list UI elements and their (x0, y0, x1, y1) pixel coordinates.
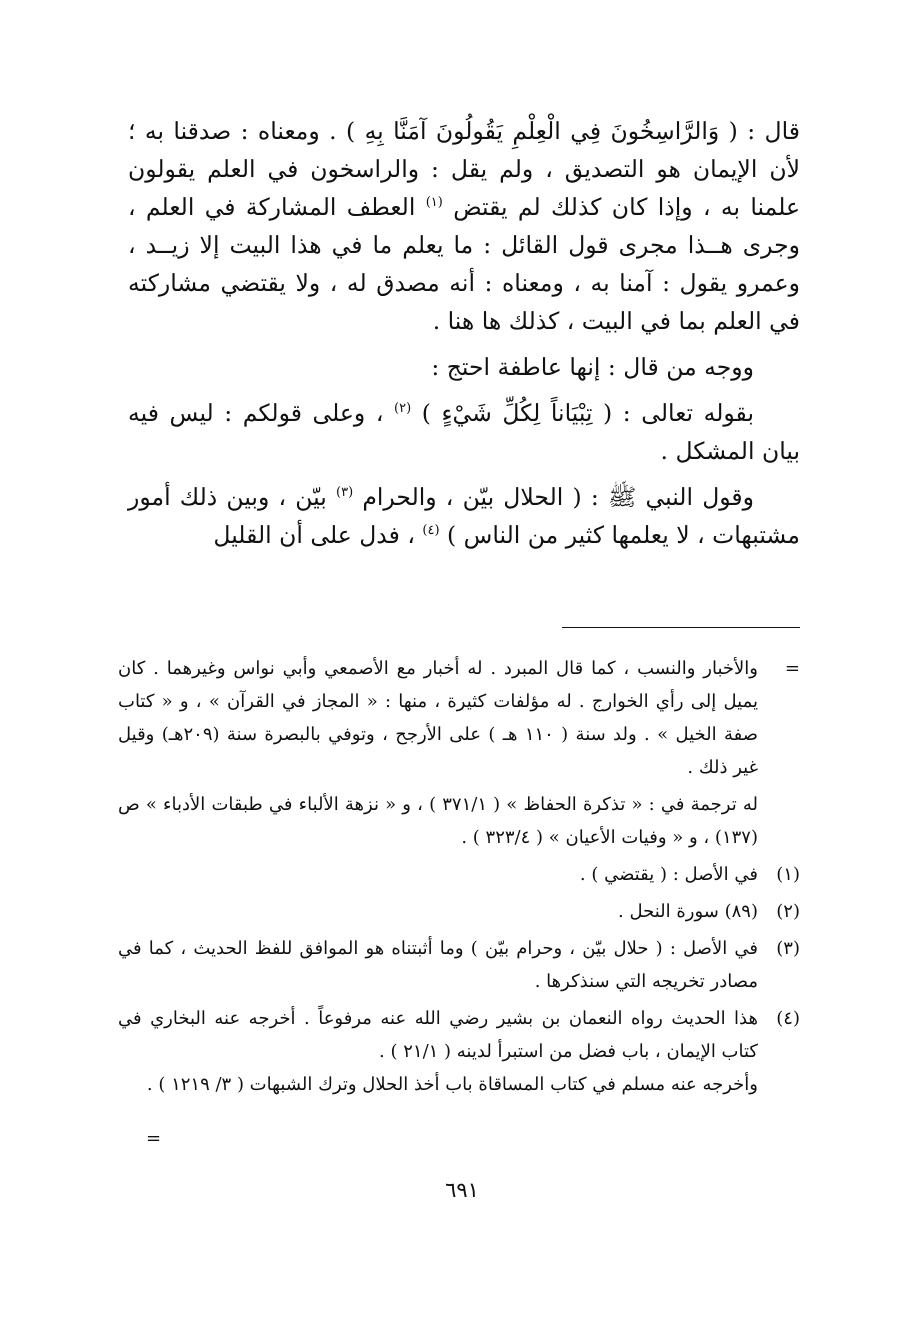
footnote-1 (118, 858, 800, 891)
footnotes (118, 652, 800, 1105)
continuation-end-mark: = (146, 1128, 162, 1149)
footnote-4 (118, 1002, 800, 1101)
footnote-ref-2[interactable]: (٢) (394, 401, 412, 417)
footnote-text: (٨٩) سورة النحل . (618, 901, 758, 922)
text-run: قال : ( وَالرَّاسِخُونَ فِي الْعِلْمِ يَقُولُونَ آمَنَّا بِهِ ) . ومعناه : صدقنا به ؛ لأن الإيمان هو التصديق ، ولم يقل : والراسخون في العلم يقولون علمنا به ، وإذا كان كذلك لم يقتض (128, 117, 800, 221)
footnote-ref-4[interactable]: (٤) (422, 523, 440, 539)
text-run: ، وعلى قولكم : ليس فيه بيان المشكل . (128, 399, 800, 465)
footnote-ref-1[interactable]: (١) (425, 195, 443, 211)
footnote-number: (٣) (776, 938, 800, 959)
text-run: العطف المشاركة في العلم ، وجرى هــذا مجرى قول القائل : ما يعلم ما في هذا البيت إلا زيــد ، وعمرو يقول : آمنا به ، ومعناه : أنه مصدق له ، ولا يقتضي مشاركته في العلم بما في البيت ، كذلك ها هنا . (128, 193, 800, 335)
text-run: ووجه من قال : إنها عاطفة احتج : (431, 353, 754, 381)
footnote-number: (٢) (776, 901, 800, 922)
footnote-ref-3[interactable]: (٣) (336, 485, 354, 501)
footnote-body (118, 932, 758, 998)
footnote-body (118, 652, 758, 854)
footnote-number: (١) (776, 864, 800, 885)
footnote-text: في الأصل : ( يقتضي ) . (579, 864, 758, 885)
footnote-text: له ترجمة في : « تذكرة الحفاظ » ( ٣٧١/١ ) ، و « نزهة الألباء في طبقات الأدباء » ص (١٣٧) ، و « وفيات الأعيان » ( ٣٢٣/٤ ) . (118, 794, 758, 848)
footnote-3 (118, 932, 800, 998)
text-run: وقول النبي ﷺ : ( الحلال بيّن ، والحرام (353, 483, 754, 511)
text-run: بقوله تعالى : ( تِبْيَاناً لِكُلِّ شَيْءٍ ) (411, 399, 754, 427)
footnote-text: وأخرجه عنه مسلم في كتاب المساقاة باب أخذ الحلال وترك الشبهات ( ٣/ ١٢١٩ ) . (146, 1074, 758, 1095)
footnote-text: والأخبار والنسب ، كما قال المبرد . له أخبار مع الأصمعي وأبي نواس وغيرهما . كان يميل إلى رأي الخوارج . له مؤلفات كثيرة ، منها : « المجاز في القرآن » ، و « كتاب صفة الخيل » . ولد سنة ( ١١٠ هـ ) على الأرجح ، وتوفي بالبصرة سنة (٢٠٩هـ) وقيل غير ذلك . (118, 658, 758, 778)
footnote-2 (118, 895, 800, 928)
paragraph-3 (128, 394, 800, 470)
footnote-text: هذا الحديث رواه النعمان بن بشير رضي الله عنه مرفوعاً . أخرجه عنه البخاري في كتاب الإيمان ، باب فضل من استبرأ لدينه ( ٢١/١ ) . (118, 1008, 758, 1062)
footnote-continuation (118, 652, 800, 854)
footnote-body (118, 1002, 758, 1101)
paragraph-2 (128, 348, 800, 386)
footnote-body (118, 858, 758, 891)
paragraph-1 (128, 112, 800, 340)
footnote-body (118, 895, 758, 928)
text-run: ، فدل على أن القليل (213, 521, 423, 549)
paragraph-4 (128, 478, 800, 554)
footnote-text: في الأصل : ( حلال بيّن ، وحرام بيّن ) وما أثبتناه هو الموافق للفظ الحديث ، كما في مصادر تخريجه التي سنذكرها . (118, 938, 758, 992)
main-text (128, 112, 800, 554)
footnote-number: (٤) (776, 1008, 800, 1029)
text-run: بيّن ، وبين ذلك أمور مشتبهات ، لا يعلمها كثير من الناس ) (128, 483, 800, 549)
continuation-mark: = (784, 658, 800, 679)
page-number: ٦٩١ (445, 1178, 479, 1202)
footnote-separator (562, 627, 800, 628)
